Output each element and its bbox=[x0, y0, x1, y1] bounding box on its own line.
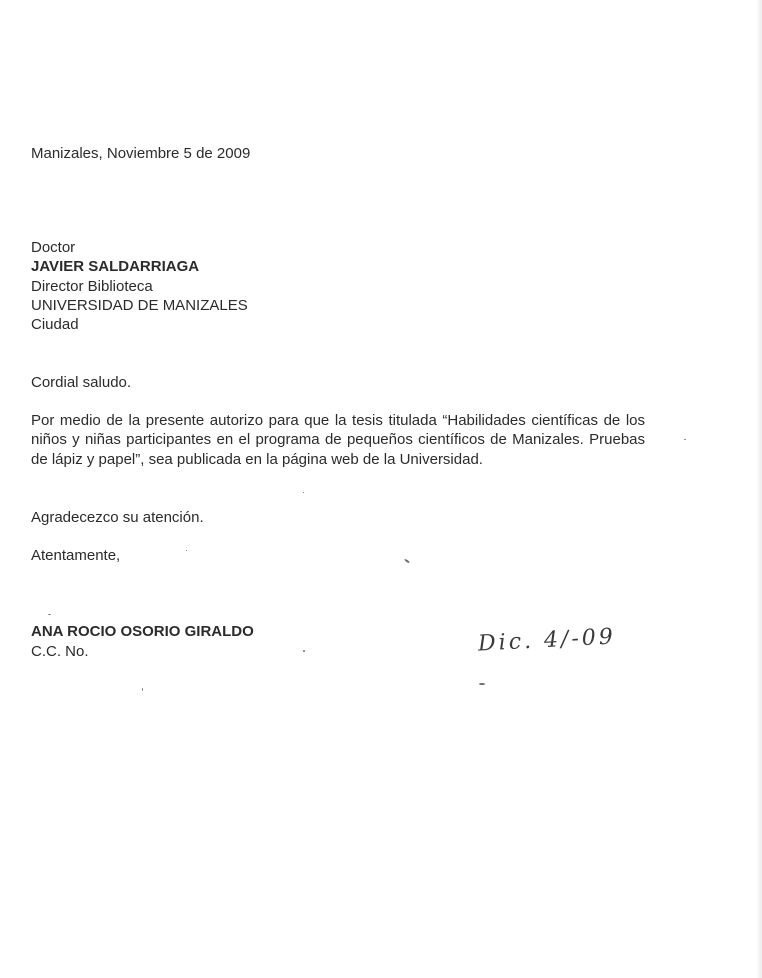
greeting: Cordial saludo. bbox=[31, 374, 132, 391]
scan-speck bbox=[48, 614, 51, 615]
handwritten-note: Dic. 4/-09 bbox=[477, 624, 617, 657]
body-paragraph: Por medio de la presente autorizo para que la tesis titulada “Habilidades científicas de los niños y niñas participantes en el programa de pequeños científicos de Manizales. Pruebas de lápiz y papel”, sea publicada en la página web de la Universidad. bbox=[31, 412, 645, 468]
signer-name: ANA ROCIO OSORIO GIRALDO bbox=[31, 623, 254, 640]
recipient-name: JAVIER SALDARRIAGA bbox=[31, 258, 200, 275]
scan-speck bbox=[404, 558, 410, 563]
scan-speck bbox=[303, 650, 305, 652]
date-line: Manizales, Noviembre 5 de 2009 bbox=[31, 145, 251, 162]
recipient-city: Ciudad bbox=[31, 316, 79, 333]
scan-speck bbox=[303, 492, 304, 493]
recipient-title: Doctor bbox=[31, 239, 76, 256]
signer-id-label: C.C. No. bbox=[31, 643, 89, 660]
thanks-line: Agradecezco su atención. bbox=[31, 509, 204, 526]
scan-speck bbox=[479, 683, 485, 685]
scan-speck bbox=[186, 550, 187, 551]
recipient-organization: UNIVERSIDAD DE MANIZALES bbox=[31, 297, 248, 314]
scan-speck bbox=[142, 688, 143, 691]
scan-speck bbox=[684, 439, 686, 440]
page-edge-shadow bbox=[756, 0, 762, 978]
closing-line: Atentamente, bbox=[31, 547, 121, 564]
recipient-role: Director Biblioteca bbox=[31, 278, 153, 295]
